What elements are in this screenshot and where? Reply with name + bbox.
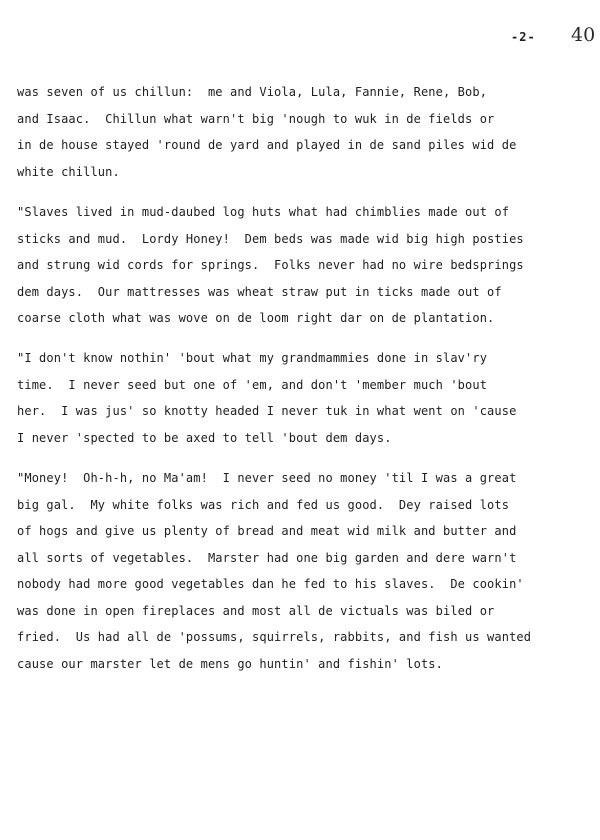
- text-line: nobody had more good vegetables dan he fed to his slaves. De cookin': [17, 577, 524, 591]
- text-line: sticks and mud. Lordy Honey! Dem beds was made wid big high posties: [17, 231, 524, 246]
- text-line: time. I never seed but one of 'em, and don't 'member much 'bout: [17, 377, 488, 392]
- page-marker: -2-: [511, 30, 536, 44]
- text-line: of hogs and give us plenty of bread and meat wid milk and butter and: [17, 524, 517, 538]
- paragraph: [17, 79, 516, 185]
- page-number: 40: [571, 24, 596, 46]
- text-line: and strung wid cords for springs. Folks never had no wire bedsprings: [17, 258, 524, 272]
- text-line: cause our marster let de mens go huntin' and fishin' lots.: [17, 656, 443, 671]
- text-line: "I don't know nothin' 'bout what my grandmammies done in slav'ry: [17, 351, 488, 365]
- text-line: was seven of us chillun: me and Viola, Lula, Fannie, Rene, Bob,: [17, 85, 488, 99]
- text-line: "Money! Oh-h-h, no Ma'am! I never seed no money 'til I was a great: [17, 471, 517, 485]
- text-line: in de house stayed 'round de yard and played in de sand piles wid de: [17, 138, 517, 152]
- paragraph: [17, 465, 531, 677]
- text-line: was done in open fireplaces and most all de victuals was biled or: [17, 603, 495, 618]
- text-line: white chillun.: [17, 164, 120, 179]
- text-line: dem days. Our mattresses was wheat straw put in ticks made out of: [17, 284, 502, 299]
- paragraph: [17, 199, 524, 332]
- text-line: fried. Us had all de 'possums, squirrels, rabbits, and fish us wanted: [17, 630, 532, 644]
- text-line: I never 'spected to be axed to tell 'bout dem days.: [17, 430, 392, 445]
- text-line: her. I was jus' so knotty headed I never tuk in what went on 'cause: [17, 404, 517, 418]
- text-line: all sorts of vegetables. Marster had one big garden and dere warn't: [17, 550, 517, 565]
- text-line: big gal. My white folks was rich and fed us good. Dey raised lots: [17, 497, 510, 512]
- text-line: coarse cloth what was wove on de loom right dar on de plantation.: [17, 311, 495, 325]
- text-line: and Isaac. Chillun what warn't big 'nough to wuk in de fields or: [17, 111, 495, 126]
- paragraph: [17, 345, 516, 451]
- text-line: "Slaves lived in mud-daubed log huts what had chimblies made out of: [17, 205, 510, 219]
